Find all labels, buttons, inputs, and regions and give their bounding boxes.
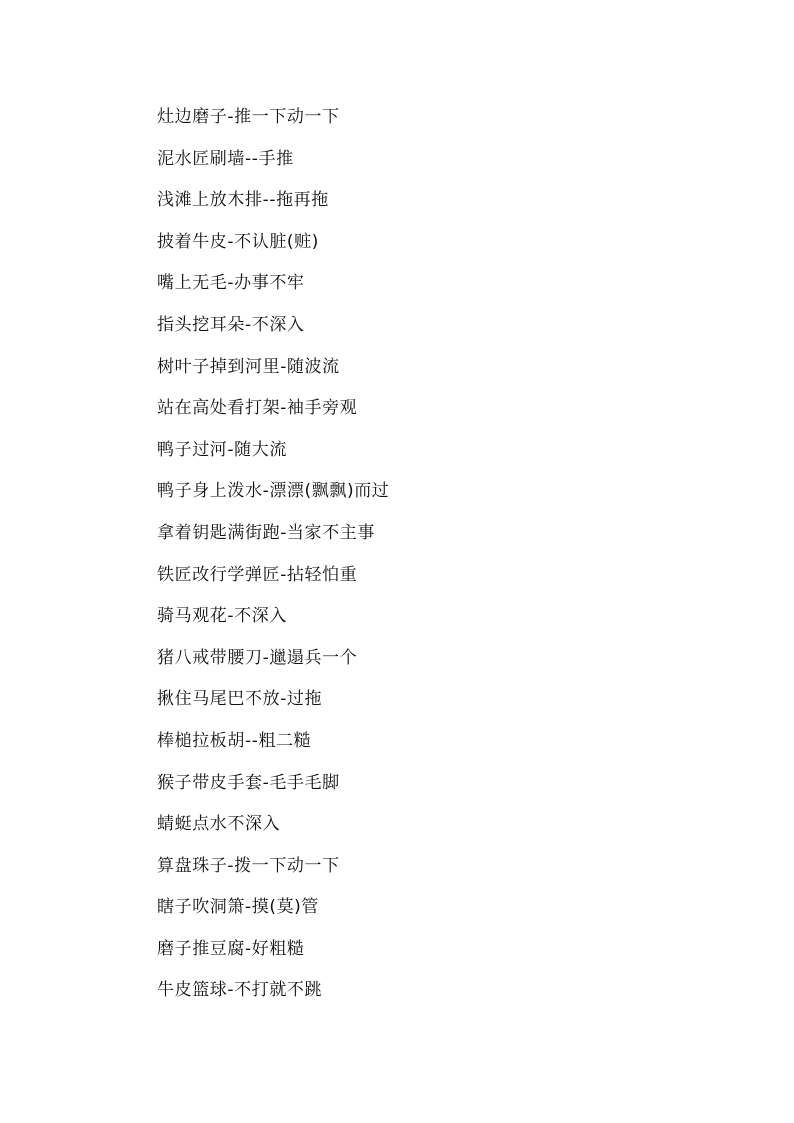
proverb-line: 棒槌拉板胡--粗二糙 xyxy=(157,730,312,751)
proverb-line: 猴子带皮手套-毛手毛脚 xyxy=(157,772,340,793)
proverb-line: 磨子推豆腐-好粗糙 xyxy=(157,938,305,959)
proverb-line: 算盘珠子-拨一下动一下 xyxy=(157,855,340,876)
proverb-line: 鸭子过河-随大流 xyxy=(157,439,287,460)
proverb-line: 瞎子吹洞箫-摸(莫)管 xyxy=(157,897,319,918)
proverb-line: 泥水匠刷墙--手推 xyxy=(157,148,294,169)
proverb-line: 铁匠改行学弹匠-拈轻怕重 xyxy=(157,564,358,585)
proverb-line: 牛皮篮球-不打就不跳 xyxy=(157,980,323,1001)
proverb-line: 揪住马尾巴不放-过拖 xyxy=(157,689,323,710)
proverb-line: 拿着钥匙满街跑-当家不主事 xyxy=(157,522,375,543)
proverb-line: 浅滩上放木排--拖再拖 xyxy=(157,190,329,211)
proverb-line: 灶边磨子-推一下动一下 xyxy=(157,107,340,127)
proverb-line: 蜻蜓点水不深入 xyxy=(157,814,281,835)
proverb-line: 披着牛皮-不认脏(赃) xyxy=(157,231,319,252)
proverb-line: 树叶子掉到河里-随波流 xyxy=(157,356,340,377)
proverb-line: 指头挖耳朵-不深入 xyxy=(157,314,305,335)
proverb-line: 猪八戒带腰刀-邋遢兵一个 xyxy=(157,647,358,668)
proverb-line: 鸭子身上泼水-漂漂(飘飘)而过 xyxy=(157,481,390,502)
proverb-list xyxy=(157,104,717,1019)
proverb-line: 骑马观花-不深入 xyxy=(157,606,287,627)
proverb-line: 嘴上无毛-办事不牢 xyxy=(157,273,305,294)
proverb-line: 站在高处看打架-袖手旁观 xyxy=(157,398,358,419)
